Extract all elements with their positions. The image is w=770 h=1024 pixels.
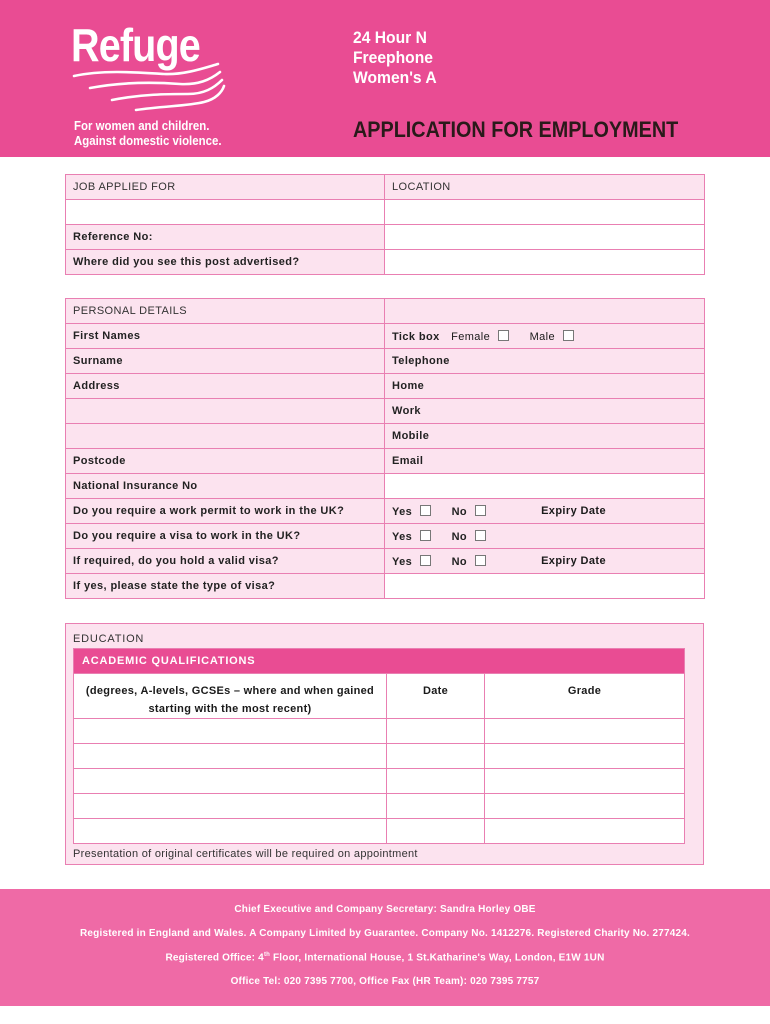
hotline-line: Women's A [353, 68, 437, 87]
location-label: LOCATION [385, 175, 705, 200]
date-cell[interactable] [387, 744, 485, 769]
work-permit-yes-checkbox[interactable] [420, 505, 431, 516]
qualification-cell[interactable] [74, 819, 387, 844]
no-label: No [451, 555, 468, 568]
education-title: EDUCATION [73, 633, 145, 645]
visa-question: Do you require a visa to work in the UK? [66, 524, 385, 549]
grade-cell[interactable] [485, 719, 685, 744]
footer-registration-line: Registered in England and Wales. A Company Limited by Guarantee. Company No. 1412276. Registered Charity No. 277424. [79, 928, 691, 939]
grade-column-header: Grade [485, 674, 685, 719]
qualification-cell[interactable] [74, 719, 387, 744]
visa-yes-checkbox[interactable] [420, 530, 431, 541]
surname-label: Surname [66, 349, 385, 374]
qualification-column-header [74, 674, 387, 719]
grade-cell[interactable] [485, 769, 685, 794]
tagline-line-2: Against domestic violence. [74, 133, 222, 148]
work-phone-label: Work [385, 399, 705, 424]
address-field-line[interactable] [66, 399, 385, 424]
male-label: Male [529, 330, 556, 343]
yes-label: Yes [392, 505, 413, 518]
footer [0, 889, 770, 1006]
yes-label: Yes [392, 555, 413, 568]
telephone-label: Telephone [385, 349, 705, 374]
academic-qualifications-header: ACADEMIC QUALIFICATIONS [74, 649, 685, 674]
visa-type-question: If yes, please state the type of visa? [66, 574, 385, 599]
valid-visa-no-checkbox[interactable] [475, 555, 486, 566]
job-applied-for-label: JOB APPLIED FOR [66, 175, 385, 200]
grade-cell[interactable] [485, 819, 685, 844]
gender-row [385, 324, 705, 349]
footer-office-b: Floor, International House, 1 St.Katharine's Way, London, E1W 1UN [270, 952, 605, 964]
hotline-line: Freephone [353, 48, 433, 67]
qualification-cell[interactable] [74, 744, 387, 769]
no-label: No [451, 530, 468, 543]
table-row [74, 744, 685, 769]
advertised-label: Where did you see this post advertised? [66, 250, 385, 275]
qualification-header-line: (degrees, A-levels, GCSEs – where and when gained [85, 685, 375, 697]
footer-office-a: Registered Office: 4 [165, 952, 264, 964]
address-label: Address [66, 374, 385, 399]
qualification-cell[interactable] [74, 769, 387, 794]
date-cell[interactable] [387, 819, 485, 844]
visa-answer [385, 524, 705, 549]
education-section [65, 623, 704, 865]
qualification-cell[interactable] [74, 794, 387, 819]
no-label: No [451, 505, 468, 518]
personal-details-title: PERSONAL DETAILS [66, 299, 385, 324]
work-permit-answer [385, 499, 705, 524]
home-phone-label: Home [385, 374, 705, 399]
table-row [74, 719, 685, 744]
visa-no-checkbox[interactable] [475, 530, 486, 541]
tick-box-label: Tick box [392, 330, 440, 343]
personal-details-table [65, 298, 705, 599]
grade-cell[interactable] [485, 744, 685, 769]
hotline-text [353, 28, 437, 88]
reference-no-field[interactable] [385, 225, 705, 250]
refuge-logo: Refuge [71, 19, 200, 71]
female-label: Female [451, 330, 491, 343]
visa-type-field[interactable] [385, 574, 705, 599]
address-field-line[interactable] [66, 424, 385, 449]
table-row [74, 794, 685, 819]
hand-logo-icon [72, 62, 232, 114]
qualifications-table [73, 648, 685, 844]
grade-cell[interactable] [485, 794, 685, 819]
page-title: APPLICATION FOR EMPLOYMENT [353, 117, 679, 142]
work-permit-no-checkbox[interactable] [475, 505, 486, 516]
yes-label: Yes [392, 530, 413, 543]
table-row [74, 769, 685, 794]
date-cell[interactable] [387, 794, 485, 819]
table-row [74, 819, 685, 844]
email-label: Email [385, 449, 705, 474]
header-banner [0, 0, 770, 157]
expiry-date-label: Expiry Date [541, 504, 606, 517]
advertised-field[interactable] [385, 250, 705, 275]
job-table [65, 174, 705, 275]
qualification-header-line: starting with the most recent) [148, 703, 312, 715]
date-cell[interactable] [387, 769, 485, 794]
valid-visa-yes-checkbox[interactable] [420, 555, 431, 566]
mobile-label: Mobile [385, 424, 705, 449]
first-names-label: First Names [66, 324, 385, 349]
location-field[interactable] [385, 200, 705, 225]
postcode-label: Postcode [66, 449, 385, 474]
date-column-header: Date [387, 674, 485, 719]
tagline-line-1: For women and children. [74, 118, 210, 133]
ni-number-label: National Insurance No [66, 474, 385, 499]
footer-office-line [0, 952, 770, 963]
female-checkbox[interactable] [498, 330, 509, 341]
certificates-note: Presentation of original certificates will be required on appointment [73, 848, 418, 860]
work-permit-question: Do you require a work permit to work in the UK? [66, 499, 385, 524]
job-applied-for-field[interactable] [66, 200, 385, 225]
expiry-date-label: Expiry Date [541, 554, 606, 567]
hotline-line: 24 Hour N [353, 28, 427, 47]
valid-visa-answer [385, 549, 705, 574]
male-checkbox[interactable] [563, 330, 574, 341]
valid-visa-question: If required, do you hold a valid visa? [66, 549, 385, 574]
reference-no-label: Reference No: [66, 225, 385, 250]
footer-ceo-line: Chief Executive and Company Secretary: Sandra Horley OBE [234, 904, 536, 915]
personal-header-blank [385, 299, 705, 324]
ni-number-field[interactable] [385, 474, 705, 499]
footer-contact-line: Office Tel: 020 7395 7700, Office Fax (HR Team): 020 7395 7757 [230, 976, 540, 987]
date-cell[interactable] [387, 719, 485, 744]
footer-office-sup: th [263, 952, 271, 958]
